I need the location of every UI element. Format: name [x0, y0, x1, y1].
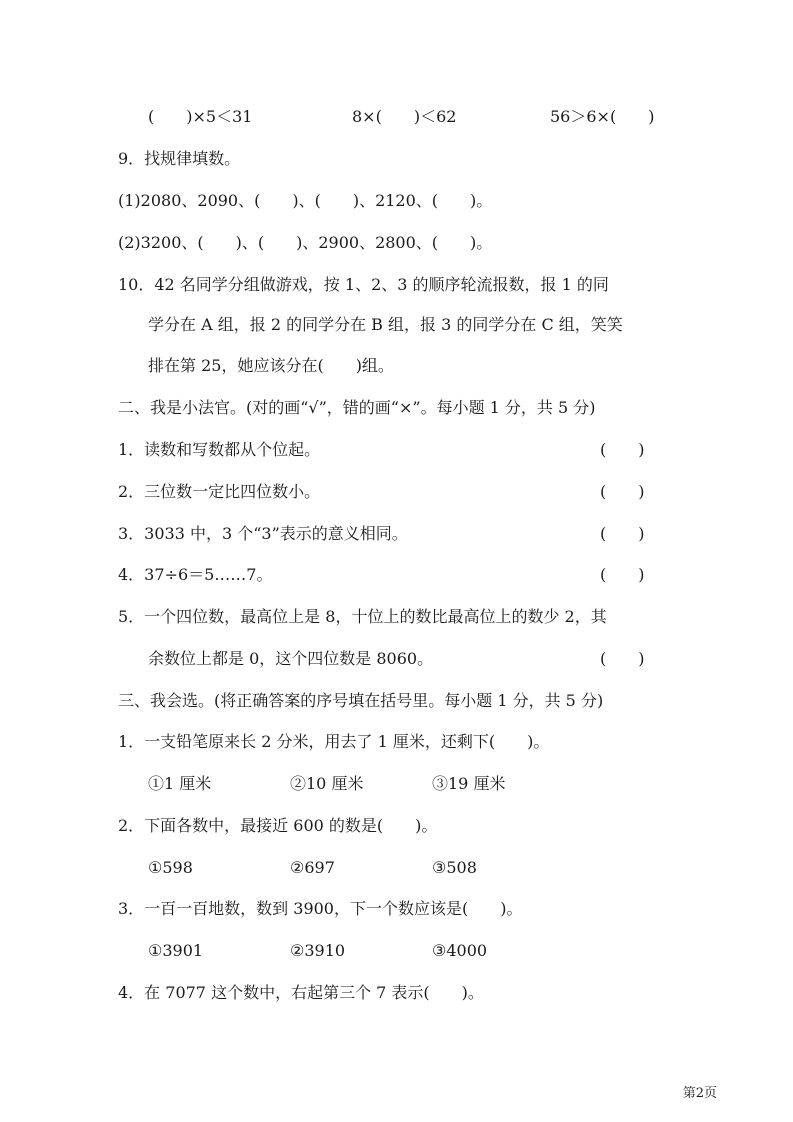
- section2-title: 二、我是小法官。(对的画“√”，错的画“×”。每小题 1 分，共 5 分): [118, 398, 596, 417]
- judge-bracket-2: ( ): [600, 482, 645, 501]
- judge-bracket-1: ( ): [600, 440, 645, 459]
- judge-bracket-4: ( ): [600, 565, 645, 584]
- choice-q3: 3．一百一百地数，数到 3900，下一个数应该是( )。: [118, 899, 523, 918]
- q9-part2: (2)3200、( )、( )、2900、2800、( )。: [118, 233, 493, 252]
- choice-q1-opt2: ②10 厘米: [290, 774, 364, 793]
- q10-line3: 排在第 25，她应该分在( )组。: [148, 356, 394, 375]
- compare-item-1: ( )×5＜31: [148, 107, 253, 126]
- choice-q3-opt1: ①3901: [148, 941, 204, 960]
- q9-part1: (1)2080、2090、( )、( )、2120、( )。: [118, 191, 493, 210]
- choice-q1-opt3: ③19 厘米: [432, 774, 506, 793]
- judge-item-5-cont: 余数位上都是 0，这个四位数是 8060。: [148, 649, 434, 668]
- choice-q1: 1．一支铅笔原来长 2 分米，用去了 1 厘米，还剩下( )。: [118, 732, 550, 751]
- compare-item-2: 8×( )＜62: [352, 107, 457, 126]
- section3-title: 三、我会选。(将正确答案的序号填在括号里。每小题 1 分，共 5 分): [118, 691, 604, 710]
- choice-q3-opt2: ②3910: [290, 941, 346, 960]
- choice-q1-opt1: ①1 厘米: [148, 774, 212, 793]
- judge-item-1: 1．读数和写数都从个位起。: [118, 440, 321, 459]
- choice-q2: 2．下面各数中，最接近 600 的数是( )。: [118, 816, 438, 835]
- page-number: 第2页: [682, 1086, 717, 1101]
- choice-q2-opt3: ③508: [432, 858, 477, 877]
- judge-item-5: 5．一个四位数，最高位上是 8，十位上的数比最高位上的数少 2，其: [118, 607, 607, 626]
- q10-line2: 学分在 A 组，报 2 的同学分在 B 组，报 3 的同学分在 C 组，笑笑: [148, 315, 623, 334]
- judge-item-2: 2．三位数一定比四位数小。: [118, 482, 321, 501]
- choice-q2-opt2: ②697: [290, 858, 335, 877]
- choice-q4: 4．在 7077 这个数中，右起第三个 7 表示( )。: [118, 983, 484, 1002]
- judge-bracket-5: ( ): [600, 649, 645, 668]
- judge-item-3: 3．3033 中，3 个“3”表示的意义相同。: [118, 524, 408, 543]
- judge-item-4: 4．37÷6＝5……7。: [118, 565, 273, 584]
- q10-line1: 10．42 名同学分组做游戏，按 1、2、3 的顺序轮流报数，报 1 的同: [118, 275, 609, 294]
- q9-title: 9．找规律填数。: [118, 149, 241, 168]
- choice-q2-opt1: ①598: [148, 858, 193, 877]
- judge-bracket-3: ( ): [600, 524, 645, 543]
- compare-item-3: 56＞6×( ): [550, 107, 655, 126]
- choice-q3-opt3: ③4000: [432, 941, 488, 960]
